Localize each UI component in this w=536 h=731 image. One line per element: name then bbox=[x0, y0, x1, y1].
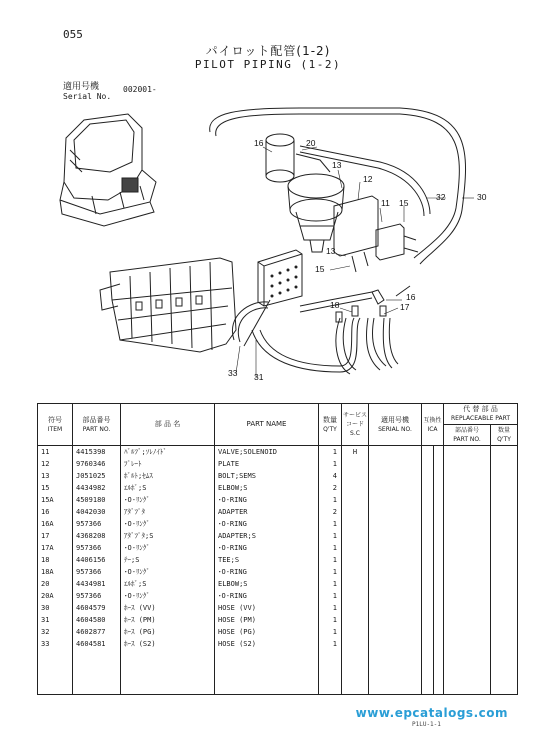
cell-jp: ﾎﾞﾙﾄ;ｾﾑｽ bbox=[121, 470, 215, 482]
cell-part: J051025 bbox=[73, 470, 121, 482]
cell-empty bbox=[369, 494, 422, 506]
cell-item: 31 bbox=[38, 614, 73, 626]
table-row bbox=[38, 602, 518, 614]
cell-part: 4604579 bbox=[73, 602, 121, 614]
cell-empty bbox=[369, 614, 422, 626]
callout-label: 20 bbox=[306, 138, 316, 148]
cell-empty bbox=[121, 650, 215, 695]
cell-empty bbox=[434, 590, 444, 602]
table-row bbox=[38, 566, 518, 578]
cell-name: HOSE (VV) bbox=[215, 602, 319, 614]
cell-empty bbox=[491, 518, 518, 530]
header-replaceable-part: 代 替 部 品 REPLACEABLE PART bbox=[444, 404, 518, 425]
callout-label: 32 bbox=[436, 192, 446, 202]
hose-30 bbox=[210, 108, 466, 264]
cell-name: ･O-RING bbox=[215, 542, 319, 554]
cell-sc bbox=[342, 554, 369, 566]
cell-name: ELBOW;S bbox=[215, 482, 319, 494]
cell-empty bbox=[444, 650, 491, 695]
cell-empty bbox=[434, 494, 444, 506]
cell-empty bbox=[422, 578, 434, 590]
cell-empty bbox=[444, 626, 491, 638]
cell-empty bbox=[444, 638, 491, 650]
table-row bbox=[38, 530, 518, 542]
cell-qty: 1 bbox=[319, 494, 342, 506]
cell-empty bbox=[434, 482, 444, 494]
cell-jp: ｱﾀﾞﾌﾟﾀ bbox=[121, 506, 215, 518]
watermark-text: www.epcatalogs.com bbox=[355, 706, 508, 720]
cell-empty bbox=[319, 650, 342, 695]
cell-empty bbox=[215, 650, 319, 695]
serial-label: Serial No. bbox=[63, 92, 112, 101]
cell-jp: ･O-ﾘﾝｸﾞ bbox=[121, 566, 215, 578]
callout-label: 17 bbox=[400, 302, 410, 312]
cell-item: 15 bbox=[38, 482, 73, 494]
cell-name: ADAPTER bbox=[215, 506, 319, 518]
table-filler-row bbox=[38, 650, 518, 695]
cell-empty bbox=[491, 494, 518, 506]
cell-empty bbox=[444, 566, 491, 578]
cell-sc bbox=[342, 578, 369, 590]
cell-empty bbox=[369, 626, 422, 638]
cell-empty bbox=[434, 446, 444, 459]
table-row bbox=[38, 518, 518, 530]
cell-empty bbox=[369, 470, 422, 482]
cell-empty bbox=[434, 650, 444, 695]
serial-label-jp: 適用号機 bbox=[63, 82, 100, 92]
cell-empty bbox=[422, 494, 434, 506]
table-row bbox=[38, 446, 518, 459]
header-item: 符号 ITEM bbox=[38, 404, 73, 446]
cell-empty bbox=[444, 446, 491, 459]
cell-jp: ﾌﾟﾚｰﾄ bbox=[121, 458, 215, 470]
cell-part: 9760346 bbox=[73, 458, 121, 470]
cell-item: 13 bbox=[38, 470, 73, 482]
cell-part: 4509180 bbox=[73, 494, 121, 506]
cell-sc bbox=[342, 638, 369, 650]
cell-empty bbox=[444, 506, 491, 518]
cell-empty bbox=[444, 542, 491, 554]
cell-qty: 4 bbox=[319, 470, 342, 482]
cell-item: 20A bbox=[38, 590, 73, 602]
cell-jp: ﾎｰｽ (S2) bbox=[121, 638, 215, 650]
cell-qty: 1 bbox=[319, 446, 342, 459]
serial-value: 002001- bbox=[123, 85, 157, 94]
table-row bbox=[38, 506, 518, 518]
header-serial-no: 適用号機 SERIAL NO. bbox=[369, 404, 422, 446]
cell-empty bbox=[434, 506, 444, 518]
cell-empty bbox=[444, 590, 491, 602]
cell-empty bbox=[422, 626, 434, 638]
cell-part: 957366 bbox=[73, 518, 121, 530]
cell-empty bbox=[491, 470, 518, 482]
cell-empty bbox=[422, 458, 434, 470]
cell-empty bbox=[491, 578, 518, 590]
cell-empty bbox=[369, 578, 422, 590]
cell-part: 4042030 bbox=[73, 506, 121, 518]
table-row bbox=[38, 470, 518, 482]
cell-empty bbox=[369, 506, 422, 518]
cell-empty bbox=[422, 518, 434, 530]
cell-empty bbox=[491, 650, 518, 695]
table-row bbox=[38, 638, 518, 650]
cell-jp: ﾊﾞﾙﾌﾞ;ｿﾚﾉｲﾄﾞ bbox=[121, 446, 215, 459]
cell-empty bbox=[422, 566, 434, 578]
cell-empty bbox=[444, 554, 491, 566]
cell-empty bbox=[38, 650, 73, 695]
cell-empty bbox=[369, 566, 422, 578]
table-row bbox=[38, 614, 518, 626]
page-number: 055 bbox=[63, 28, 83, 41]
cell-name: BOLT;SEMS bbox=[215, 470, 319, 482]
cell-empty bbox=[369, 638, 422, 650]
cell-empty bbox=[491, 590, 518, 602]
cell-empty bbox=[491, 506, 518, 518]
cell-qty: 1 bbox=[319, 578, 342, 590]
control-valve-block bbox=[100, 258, 236, 352]
cell-empty bbox=[444, 482, 491, 494]
cell-empty bbox=[422, 446, 434, 459]
cell-part: 4434982 bbox=[73, 482, 121, 494]
callout-label: 11 bbox=[381, 198, 390, 208]
cell-jp: ﾎｰｽ (PG) bbox=[121, 626, 215, 638]
cell-qty: 1 bbox=[319, 614, 342, 626]
cell-empty bbox=[444, 470, 491, 482]
cell-qty: 2 bbox=[319, 482, 342, 494]
cell-name: ･O-RING bbox=[215, 518, 319, 530]
cell-name: TEE;S bbox=[215, 554, 319, 566]
cell-jp: ｱﾀﾞﾌﾟﾀ;S bbox=[121, 530, 215, 542]
cell-empty bbox=[434, 638, 444, 650]
cell-empty bbox=[422, 542, 434, 554]
cell-item: 18 bbox=[38, 554, 73, 566]
page-title-jp: パイロット配管(1-2) bbox=[205, 44, 331, 58]
cell-sc bbox=[342, 530, 369, 542]
header-repl-part-no: 部品番号 PART NO. bbox=[444, 425, 491, 446]
cell-item: 17A bbox=[38, 542, 73, 554]
cell-empty bbox=[342, 650, 369, 695]
cell-item: 12 bbox=[38, 458, 73, 470]
table-row bbox=[38, 458, 518, 470]
callout-label: 18 bbox=[330, 300, 340, 310]
cell-empty bbox=[422, 506, 434, 518]
cell-empty bbox=[422, 554, 434, 566]
cell-empty bbox=[434, 554, 444, 566]
cell-sc bbox=[342, 566, 369, 578]
cell-empty bbox=[491, 530, 518, 542]
cell-empty bbox=[434, 578, 444, 590]
callout-label: 13 bbox=[326, 246, 336, 256]
cell-item: 17 bbox=[38, 530, 73, 542]
header-part-name: PART NAME bbox=[215, 404, 319, 446]
callout-label: 13 bbox=[332, 160, 342, 170]
callout-label: 15 bbox=[399, 198, 409, 208]
cell-empty bbox=[369, 590, 422, 602]
table-row bbox=[38, 626, 518, 638]
cell-sc: H bbox=[342, 446, 369, 459]
cell-qty: 1 bbox=[319, 590, 342, 602]
swing-motor bbox=[266, 134, 344, 252]
cell-part: 957366 bbox=[73, 590, 121, 602]
cell-part: 4406156 bbox=[73, 554, 121, 566]
cell-empty bbox=[444, 578, 491, 590]
cell-qty: 1 bbox=[319, 542, 342, 554]
cell-qty: 1 bbox=[319, 554, 342, 566]
cell-qty: 1 bbox=[319, 626, 342, 638]
callout-label: 16 bbox=[254, 138, 264, 148]
cell-jp: ｴﾙﾎﾞ;S bbox=[121, 482, 215, 494]
cell-jp: ﾎｰｽ (PM) bbox=[121, 614, 215, 626]
cell-qty: 1 bbox=[319, 518, 342, 530]
cell-name: ADAPTER;S bbox=[215, 530, 319, 542]
cell-name: ･O-RING bbox=[215, 494, 319, 506]
cell-empty bbox=[434, 542, 444, 554]
cell-empty bbox=[369, 458, 422, 470]
cell-empty bbox=[434, 458, 444, 470]
footer-code: P1LU-1-1 bbox=[412, 721, 441, 728]
header-ica: 互換性 ICA bbox=[422, 404, 444, 446]
cell-empty bbox=[491, 482, 518, 494]
cell-empty bbox=[369, 446, 422, 459]
cell-qty: 2 bbox=[319, 506, 342, 518]
cell-empty bbox=[369, 530, 422, 542]
cell-sc bbox=[342, 614, 369, 626]
callout-label: 15 bbox=[315, 264, 325, 274]
cell-sc bbox=[342, 506, 369, 518]
parts-table bbox=[37, 403, 518, 695]
cell-sc bbox=[342, 458, 369, 470]
cell-qty: 1 bbox=[319, 566, 342, 578]
cell-empty bbox=[491, 626, 518, 638]
cell-part: 4604581 bbox=[73, 638, 121, 650]
header-repl-qty: 数量 Q'TY bbox=[491, 425, 518, 446]
cell-item: 16 bbox=[38, 506, 73, 518]
cell-empty bbox=[434, 626, 444, 638]
cell-empty bbox=[73, 650, 121, 695]
cell-empty bbox=[491, 542, 518, 554]
cell-empty bbox=[434, 566, 444, 578]
table-row bbox=[38, 554, 518, 566]
cell-empty bbox=[444, 494, 491, 506]
cell-sc bbox=[342, 470, 369, 482]
header-qty: 数量 Q'TY bbox=[319, 404, 342, 446]
page-title: PILOT PIPING (1-2) bbox=[194, 58, 342, 71]
table-row bbox=[38, 578, 518, 590]
cell-empty bbox=[422, 614, 434, 626]
cell-item: 18A bbox=[38, 566, 73, 578]
cell-empty bbox=[444, 602, 491, 614]
header-part-name-jp: 部 品 名 bbox=[121, 404, 215, 446]
cell-jp: ｴﾙﾎﾞ;S bbox=[121, 578, 215, 590]
cell-jp: ･O-ﾘﾝｸﾞ bbox=[121, 494, 215, 506]
cell-empty bbox=[491, 458, 518, 470]
cell-sc bbox=[342, 542, 369, 554]
cell-empty bbox=[491, 446, 518, 459]
cell-part: 4368208 bbox=[73, 530, 121, 542]
cell-empty bbox=[444, 614, 491, 626]
cell-empty bbox=[444, 530, 491, 542]
cell-empty bbox=[444, 458, 491, 470]
cell-name: HOSE (S2) bbox=[215, 638, 319, 650]
cell-item: 30 bbox=[38, 602, 73, 614]
cell-item: 16A bbox=[38, 518, 73, 530]
cell-empty bbox=[422, 590, 434, 602]
cell-part: 4602877 bbox=[73, 626, 121, 638]
cell-name: PLATE bbox=[215, 458, 319, 470]
cell-sc bbox=[342, 482, 369, 494]
cell-empty bbox=[369, 650, 422, 695]
cell-qty: 1 bbox=[319, 602, 342, 614]
pilot-piping-diagram bbox=[0, 100, 536, 400]
cell-item: 33 bbox=[38, 638, 73, 650]
cell-empty bbox=[422, 482, 434, 494]
cell-name: ELBOW;S bbox=[215, 578, 319, 590]
cell-name: HOSE (PG) bbox=[215, 626, 319, 638]
cell-item: 11 bbox=[38, 446, 73, 459]
cell-jp: ﾃｰ;S bbox=[121, 554, 215, 566]
cell-empty bbox=[422, 638, 434, 650]
table-row bbox=[38, 482, 518, 494]
cell-empty bbox=[369, 554, 422, 566]
cell-jp: ･O-ﾘﾝｸﾞ bbox=[121, 518, 215, 530]
header-part-no: 部品番号 PART NO. bbox=[73, 404, 121, 446]
cell-empty bbox=[491, 566, 518, 578]
cell-empty bbox=[369, 482, 422, 494]
header-service-code: サービス コード S.C bbox=[342, 404, 369, 446]
table-row bbox=[38, 494, 518, 506]
cell-sc bbox=[342, 494, 369, 506]
callout-label: 12 bbox=[363, 174, 373, 184]
cell-empty bbox=[434, 614, 444, 626]
callout-label: 31 bbox=[254, 372, 264, 382]
cell-empty bbox=[434, 518, 444, 530]
cell-qty: 1 bbox=[319, 458, 342, 470]
cell-qty: 1 bbox=[319, 638, 342, 650]
cell-part: 4604580 bbox=[73, 614, 121, 626]
cell-empty bbox=[434, 470, 444, 482]
cell-part: 957366 bbox=[73, 566, 121, 578]
cell-empty bbox=[491, 602, 518, 614]
cell-empty bbox=[369, 602, 422, 614]
cell-empty bbox=[422, 650, 434, 695]
cell-empty bbox=[434, 530, 444, 542]
cell-empty bbox=[369, 542, 422, 554]
cell-jp: ﾎｰｽ (VV) bbox=[121, 602, 215, 614]
cell-sc bbox=[342, 518, 369, 530]
cell-sc bbox=[342, 626, 369, 638]
cell-name: ･O-RING bbox=[215, 590, 319, 602]
cell-item: 20 bbox=[38, 578, 73, 590]
cell-sc bbox=[342, 590, 369, 602]
cell-empty bbox=[422, 470, 434, 482]
cell-name: VALVE;SOLENOID bbox=[215, 446, 319, 459]
cell-name: HOSE (PM) bbox=[215, 614, 319, 626]
cell-item: 15A bbox=[38, 494, 73, 506]
cell-part: 4415398 bbox=[73, 446, 121, 459]
callout-label: 30 bbox=[477, 192, 487, 202]
cell-empty bbox=[422, 602, 434, 614]
cell-name: ･O-RING bbox=[215, 566, 319, 578]
cell-empty bbox=[369, 518, 422, 530]
excavator-illustration bbox=[60, 114, 156, 226]
cell-empty bbox=[422, 530, 434, 542]
callout-label: 33 bbox=[228, 368, 238, 378]
cell-sc bbox=[342, 602, 369, 614]
table-row bbox=[38, 590, 518, 602]
cell-empty bbox=[434, 602, 444, 614]
callout-label: 16 bbox=[406, 292, 416, 302]
cell-part: 957366 bbox=[73, 542, 121, 554]
cell-jp: ･O-ﾘﾝｸﾞ bbox=[121, 590, 215, 602]
cell-qty: 1 bbox=[319, 530, 342, 542]
cell-empty bbox=[491, 614, 518, 626]
cell-empty bbox=[491, 554, 518, 566]
table-row bbox=[38, 542, 518, 554]
cell-empty bbox=[444, 518, 491, 530]
cell-jp: ･O-ﾘﾝｸﾞ bbox=[121, 542, 215, 554]
cell-part: 4434981 bbox=[73, 578, 121, 590]
cell-empty bbox=[491, 638, 518, 650]
cell-item: 32 bbox=[38, 626, 73, 638]
